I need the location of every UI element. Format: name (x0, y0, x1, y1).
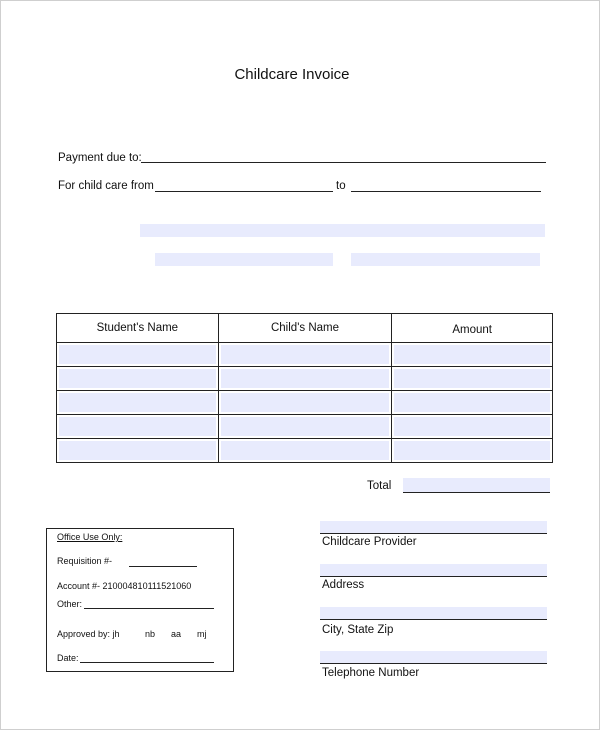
childcare-provider-label: Childcare Provider (322, 536, 417, 548)
date-line[interactable] (80, 662, 214, 663)
table-header-row (57, 314, 553, 343)
total-line (403, 492, 550, 493)
header-childs-name: Child's Name (218, 314, 392, 343)
childcare-to-line[interactable] (351, 191, 541, 192)
provider-line (320, 533, 547, 534)
total-field[interactable] (403, 478, 550, 492)
office-use-heading: Office Use Only: (57, 532, 123, 542)
amount-cell[interactable] (392, 391, 553, 415)
approved-by-label: Approved by: jh (57, 629, 120, 639)
student-name-cell[interactable] (57, 439, 219, 463)
account-label: Account #- 210004810111521060 (57, 581, 192, 591)
telephone-field[interactable] (320, 651, 547, 663)
childcare-from-line[interactable] (155, 191, 333, 192)
address-label: Address (322, 579, 365, 591)
table-row (57, 439, 553, 463)
header-students-name: Student's Name (57, 314, 219, 343)
approver-nb: nb (145, 629, 156, 639)
student-name-cell[interactable] (57, 343, 219, 367)
child-name-cell[interactable] (218, 391, 392, 415)
child-name-cell[interactable] (218, 439, 392, 463)
table-row (57, 367, 553, 391)
amount-cell[interactable] (392, 367, 553, 391)
total-label: Total (367, 480, 392, 492)
requisition-line[interactable] (129, 566, 197, 567)
student-name-cell[interactable] (57, 367, 219, 391)
amount-cell[interactable] (392, 439, 553, 463)
blank-field-3[interactable] (351, 253, 540, 266)
payment-due-label: Payment due to: (58, 152, 142, 164)
amount-cell[interactable] (392, 343, 553, 367)
telephone-line (320, 663, 547, 664)
childcare-from-label: For child care from (58, 180, 154, 192)
blank-field-1[interactable] (140, 224, 545, 237)
provider-field[interactable] (320, 521, 547, 533)
child-name-cell[interactable] (218, 343, 392, 367)
city-state-zip-line (320, 619, 547, 620)
other-line[interactable] (84, 608, 214, 609)
city-state-zip-label: City, State Zip (322, 624, 394, 636)
office-use-box (46, 528, 234, 672)
requisition-label: Requisition #- (57, 556, 113, 566)
invoice-table (56, 313, 553, 463)
table-row (57, 415, 553, 439)
city-state-zip-field[interactable] (320, 607, 547, 619)
amount-cell[interactable] (392, 415, 553, 439)
page-title: Childcare Invoice (234, 66, 350, 83)
approver-aa: aa (171, 629, 182, 639)
blank-field-2[interactable] (155, 253, 333, 266)
telephone-label: Telephone Number (322, 667, 420, 679)
student-name-cell[interactable] (57, 391, 219, 415)
payment-due-line[interactable] (141, 162, 546, 163)
student-name-cell[interactable] (57, 415, 219, 439)
approver-mj: mj (197, 629, 207, 639)
child-name-cell[interactable] (218, 415, 392, 439)
header-amount: Amount (392, 314, 553, 343)
to-label: to (336, 180, 346, 192)
other-label: Other: (57, 599, 83, 609)
child-name-cell[interactable] (218, 367, 392, 391)
address-field[interactable] (320, 564, 547, 576)
table-row (57, 391, 553, 415)
address-line (320, 576, 547, 577)
table-row (57, 343, 553, 367)
date-label: Date: (57, 653, 79, 663)
